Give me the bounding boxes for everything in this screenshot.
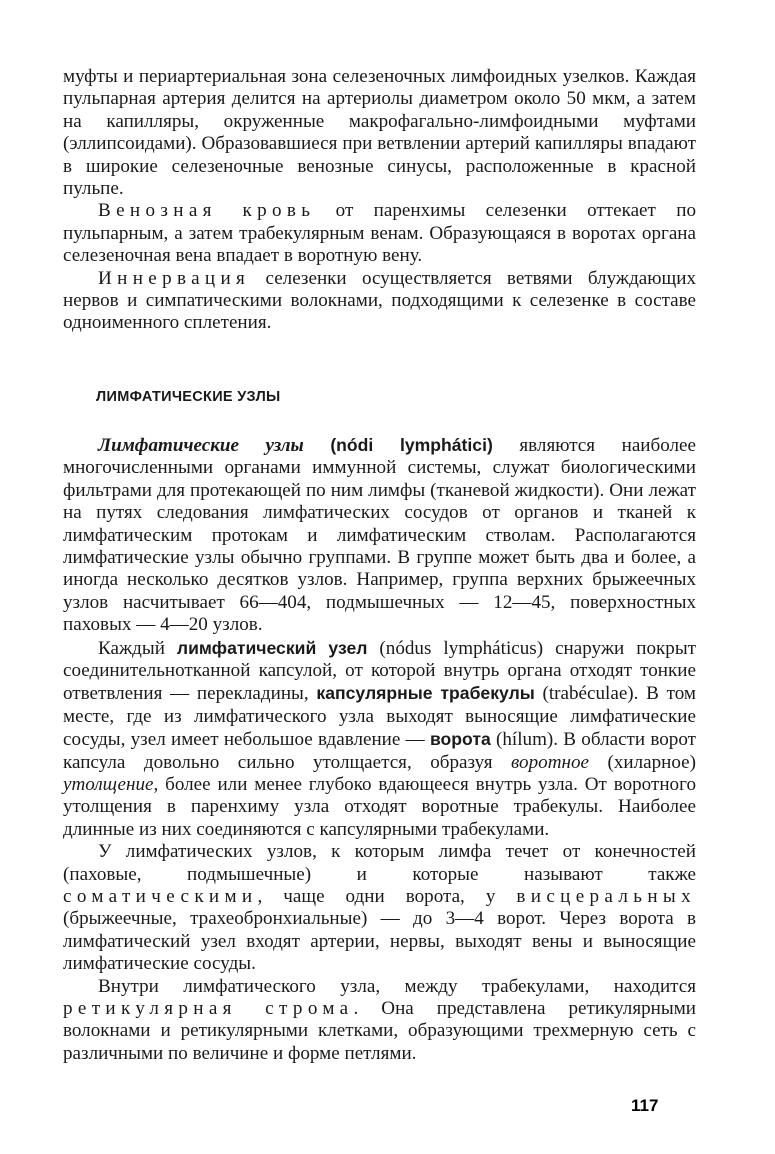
italic-bold-term: Лимфатические узлы — [98, 434, 304, 456]
bold-term: ворота — [429, 729, 491, 750]
paragraph-hilum-count: У лимфатических узлов, к которым лимфа течет от конечностей (паховые, подмышечные) и которые называют также соматическими, чаще одни ворота, у висцеральных (брыжеечные, трахеобронхиальные) — до 3—4 ворот. Через ворота в лимфатический узел входят артерии, нервы, выходят вены и выносящие лимфатические сосуды. — [63, 841, 696, 975]
paragraph-node-structure: Каждый лимфатический узел (nódus lympháticus) снаружи покрыт соединительнотканной капсулой, от которой внутрь органа отходят тонкие ответвления — перекладины, капсулярные трабекулы (trabéculae). В том месте, где из лимфатического узла выходят выносящие лимфатические сосуды, узел имеет небольшое вдавление — ворота (hílum). В области ворот капсула довольно сильно утолщается, образуя воротное (хиларное) утолщение, более или менее глубоко вдающееся внутрь узла. От воротного утолщения в паренхиму узла отходят воротные трабекулы. Наиболее длинные из них соединяются с капсулярными трабекулами. — [63, 637, 696, 840]
spaced-term: соматическими — [63, 886, 258, 907]
spaced-term: ретикулярная строма — [63, 998, 354, 1020]
bold-term: капсулярные трабекулы — [316, 683, 535, 704]
italic-term: утолщение — [63, 773, 154, 795]
paragraph-1: муфты и периартериальная зона селезеночных лимфоидных узелков. Каждая пульпарная артерия делится на артериолы диаметром около 50 мкм, а затем на капилляры, окруженные макрофагально-лимфоидными муфтами (эллипсоидами). Образовавшиеся при ветвлении артерий капилляры впадают в широкие селезеночные венозные синусы, расположенные в красной пульпе. — [63, 66, 696, 200]
page-body — [63, 66, 696, 1065]
paragraph-reticular-stroma: Внутри лимфатического узла, между трабекулами, находится ретикулярная строма. Она представлена ретикулярными волокнами и ретикулярными клетками, образующими трехмерную сеть с различными по величине и форме петлями. — [63, 975, 696, 1064]
italic-term: воротное — [511, 751, 589, 773]
bold-term: лимфатический узел — [176, 637, 368, 658]
latin-term: (nódi lympháticі) — [330, 434, 493, 455]
paragraph-innervation: Иннервация селезенки осуществляется ветвями блуждающих нервов и симпатическими волокнами, подходящими к селезенке в составе одноименного сплетения. — [63, 267, 696, 334]
spaced-term: висцеральных — [516, 886, 696, 907]
page-number: 117 — [631, 1096, 659, 1115]
spaced-term: Иннервация — [98, 267, 251, 289]
paragraph-lymph-nodes: Лимфатические узлы (nódi lympháticі) являются наиболее многочисленными органами иммунной системы, служат биологическими фильтрами для протекающей по ним лимфы (тканевой жидкости). Они лежат на путях следования лимфатических сосудов от органов и тканей к лимфатическим протокам и лимфатическим стволам. Располагаются лимфатические узлы обычно группами. В группе может быть два и более, а иногда несколько десятков узлов. Например, группа верхних брыжеечных узлов насчитывает 66—404, подмышечных — 12—45, поверхностных паховых — 4—20 узлов. — [63, 434, 697, 636]
section-heading: ЛИМФАТИЧЕСКИЕ УЗЛЫ — [96, 388, 281, 405]
spaced-term: Венозная кровь — [98, 200, 316, 222]
paragraph-venous-blood: Венозная кровь от паренхимы селезенки оттекает по пульпарным, а затем трабекулярным венам. Образующаяся в воротах органа селезеночная вена впадает в воротную вену. — [63, 200, 696, 267]
